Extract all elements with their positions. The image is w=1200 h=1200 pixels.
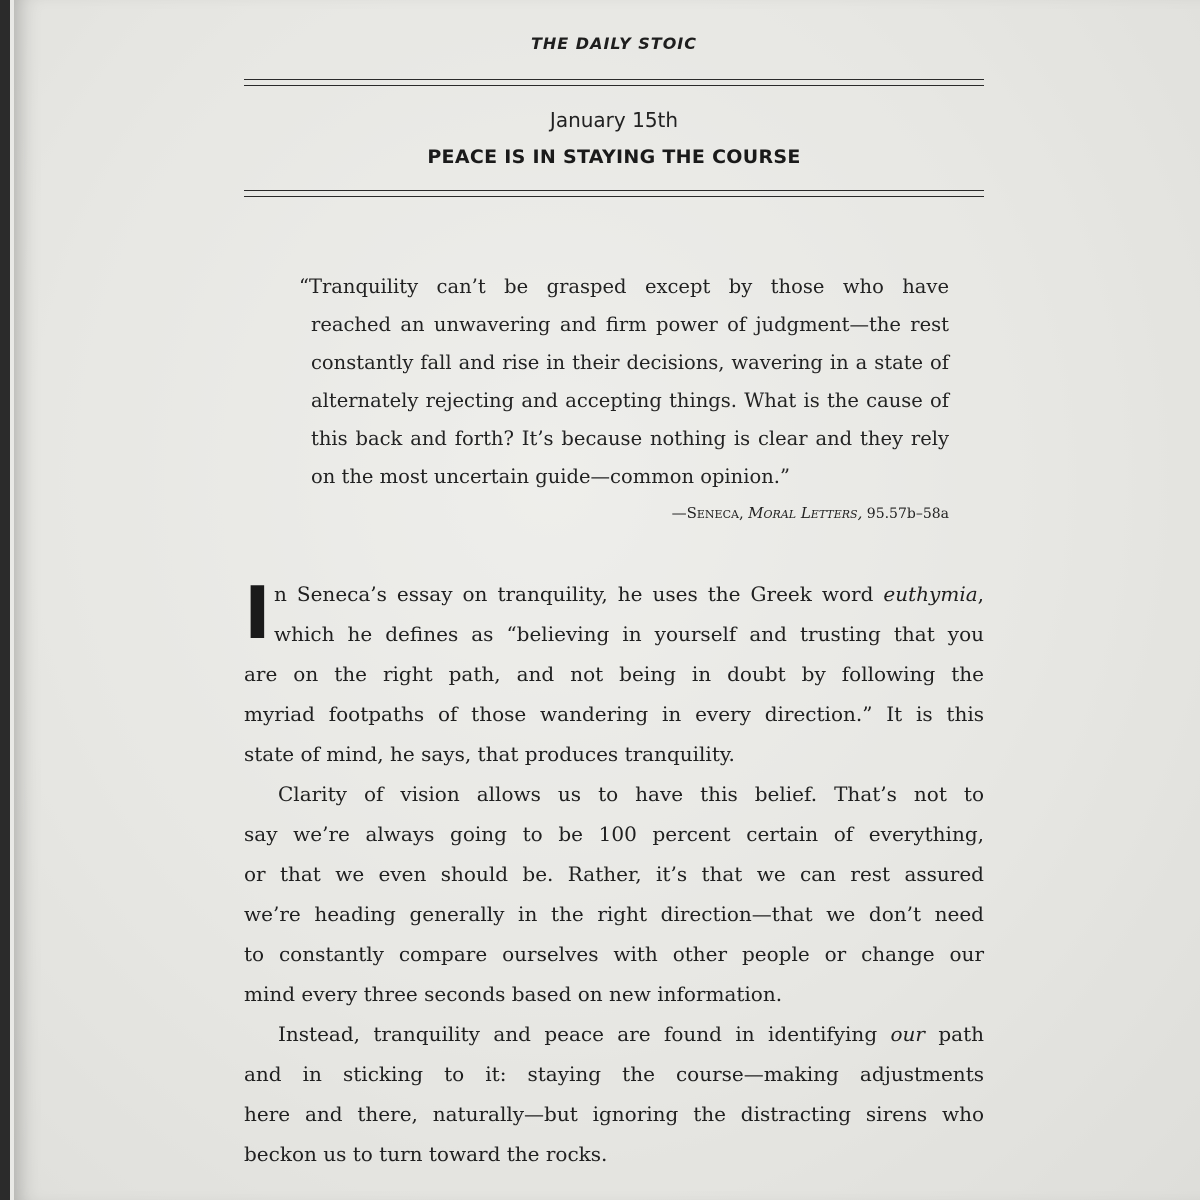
attribution-reference: 95.57b–58a [866,506,949,522]
epigraph-attribution [244,504,949,522]
epigraph-line: constantly fall and rise in their decisions, wavering in a state of [311,351,949,374]
body-text [244,571,984,1174]
epigraph-line: reached an unwavering and firm power of judgment—the rest [311,313,949,336]
body-line: we’re heading generally in the right direction—that we don’t need [244,902,984,926]
epigraph-quote [277,268,949,496]
entry-date: January 15th [549,108,679,132]
body-line: beckon us to turn toward the rocks. [244,1142,608,1166]
body-line: say we’re always going to be 100 percent certain of everything, [244,822,984,846]
body-line: state of mind, he says, that produces tranquility. [244,742,735,766]
body-line: mind every three seconds based on new information. [244,982,783,1006]
epigraph-line: on the most uncertain guide—common opinion.” [311,465,790,488]
drop-cap: I [244,571,271,655]
attribution-work: Moral Letters, [748,504,863,522]
running-head: THE DAILY STOIC [530,34,697,53]
book-page [14,0,1200,1200]
body-line: to constantly compare ourselves with other people or change our [244,942,984,966]
body-line: are on the right path, and not being in doubt by following the [244,662,984,686]
epigraph-line: “Tranquility can’t be grasped except by those who have [299,275,949,298]
attribution-author: —Seneca, [671,504,744,522]
body-line: Instead, tranquility and peace are found in identifying our path [278,1022,984,1046]
body-line: n Seneca’s essay on tranquility, he uses the Greek word euthymia, [274,582,984,606]
body-line: Clarity of vision allows us to have this belief. That’s not to [278,782,984,806]
header-double-rule-top [244,79,984,86]
body-line: or that we even should be. Rather, it’s that we can rest assured [244,862,984,886]
body-line: here and there, naturally—but ignoring the distracting sirens who [244,1102,984,1126]
body-line: which he defines as “believing in yourself and trusting that you [274,622,984,646]
header-double-rule-bottom [244,190,984,197]
epigraph-line: this back and forth? It’s because nothing is clear and they rely [311,427,949,450]
body-line: myriad footpaths of those wandering in every direction.” It is this [244,702,984,726]
epigraph-line: alternately rejecting and accepting things. What is the cause of [311,389,949,412]
body-line: and in sticking to it: staying the course—making adjustments [244,1062,984,1086]
entry-title: PEACE IS IN STAYING THE COURSE [427,146,801,168]
